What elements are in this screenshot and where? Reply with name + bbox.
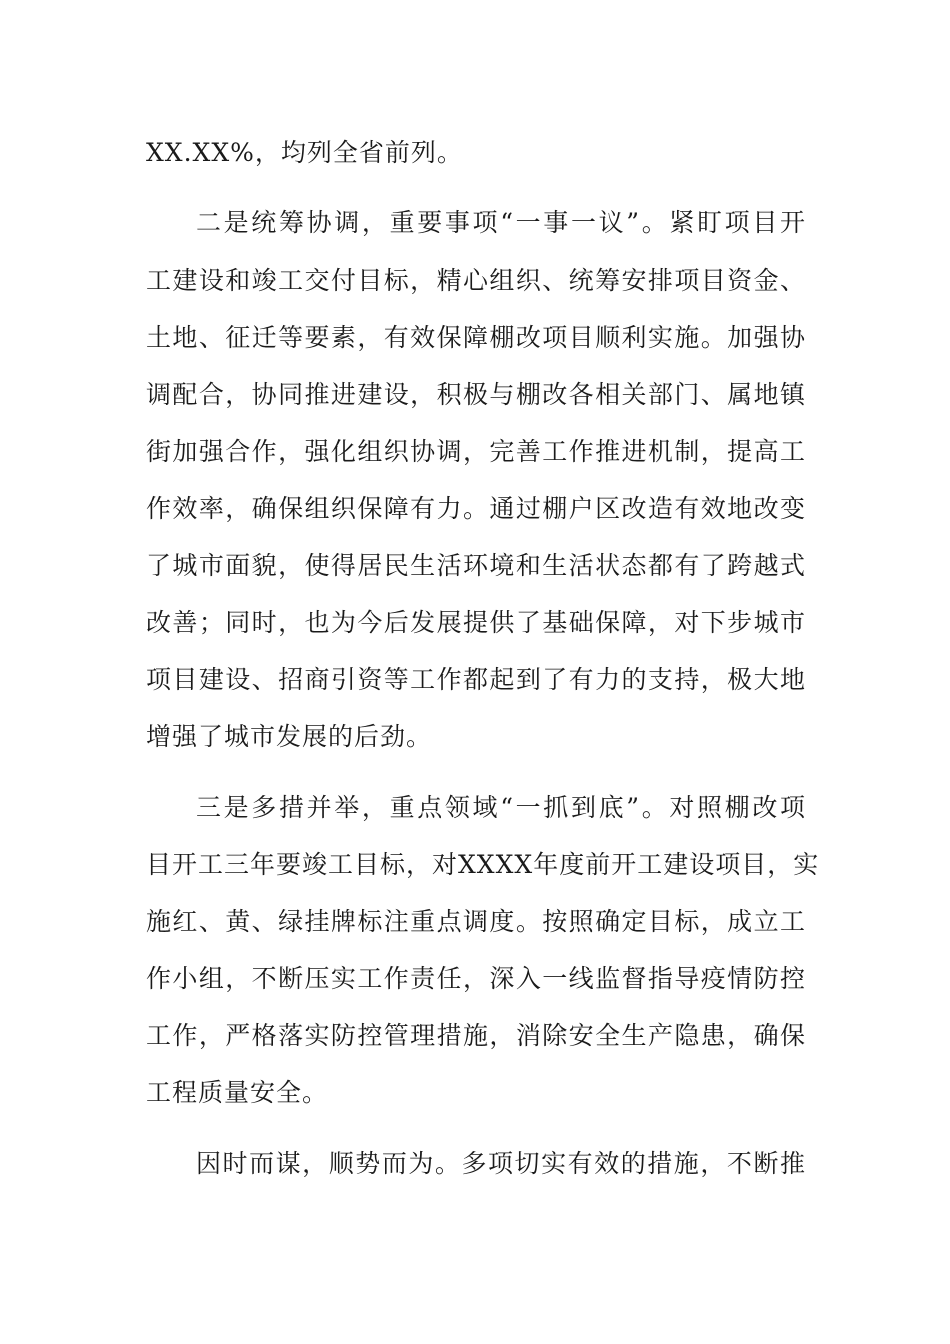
text-line-13: 目开工三年要竣工目标，对XXXX年度前开工建设项目，实 [146, 850, 820, 879]
text-line-8: 了城市面貌，使得居民生活环境和生活状态都有了跨越式 [146, 551, 806, 580]
text-line-10: 项目建设、招商引资等工作都起到了有力的支持，极大地 [146, 665, 806, 694]
text-line-18: 因时而谋，顺势而为。多项切实有效的措施，不断推 [196, 1149, 806, 1178]
text-line-17: 工程质量安全。 [146, 1078, 329, 1107]
text-line-3: 工建设和竣工交付目标，精心组织、统筹安排项目资金、 [146, 266, 806, 295]
text-line-12: 三是多措并举，重点领域“一抓到底”。对照棚改项 [196, 793, 806, 822]
text-line-11: 增强了城市发展的后劲。 [146, 722, 433, 751]
text-line-5: 调配合，协同推进建设，积极与棚改各相关部门、属地镇 [146, 380, 806, 409]
text-line-16: 工作，严格落实防控管理措施，消除安全生产隐患，确保 [146, 1021, 806, 1050]
text-line-14: 施红、黄、绿挂牌标注重点调度。按照确定目标，成立工 [146, 907, 806, 936]
text-line-6: 街加强合作，强化组织协调，完善工作推进机制，提高工 [146, 437, 806, 466]
text-line-7: 作效率，确保组织保障有力。通过棚户区改造有效地改变 [146, 494, 806, 523]
text-line-15: 作小组，不断压实工作责任，深入一线监督指导疫情防控 [146, 964, 806, 993]
text-line-1: XX.XX%，均列全省前列。 [146, 138, 463, 167]
text-line-2: 二是统筹协调，重要事项“一事一议”。紧盯项目开 [196, 208, 806, 237]
text-line-9: 改善；同时，也为今后发展提供了基础保障，对下步城市 [146, 608, 806, 637]
text-line-4: 土地、征迁等要素，有效保障棚改项目顺利实施。加强协 [146, 323, 806, 352]
